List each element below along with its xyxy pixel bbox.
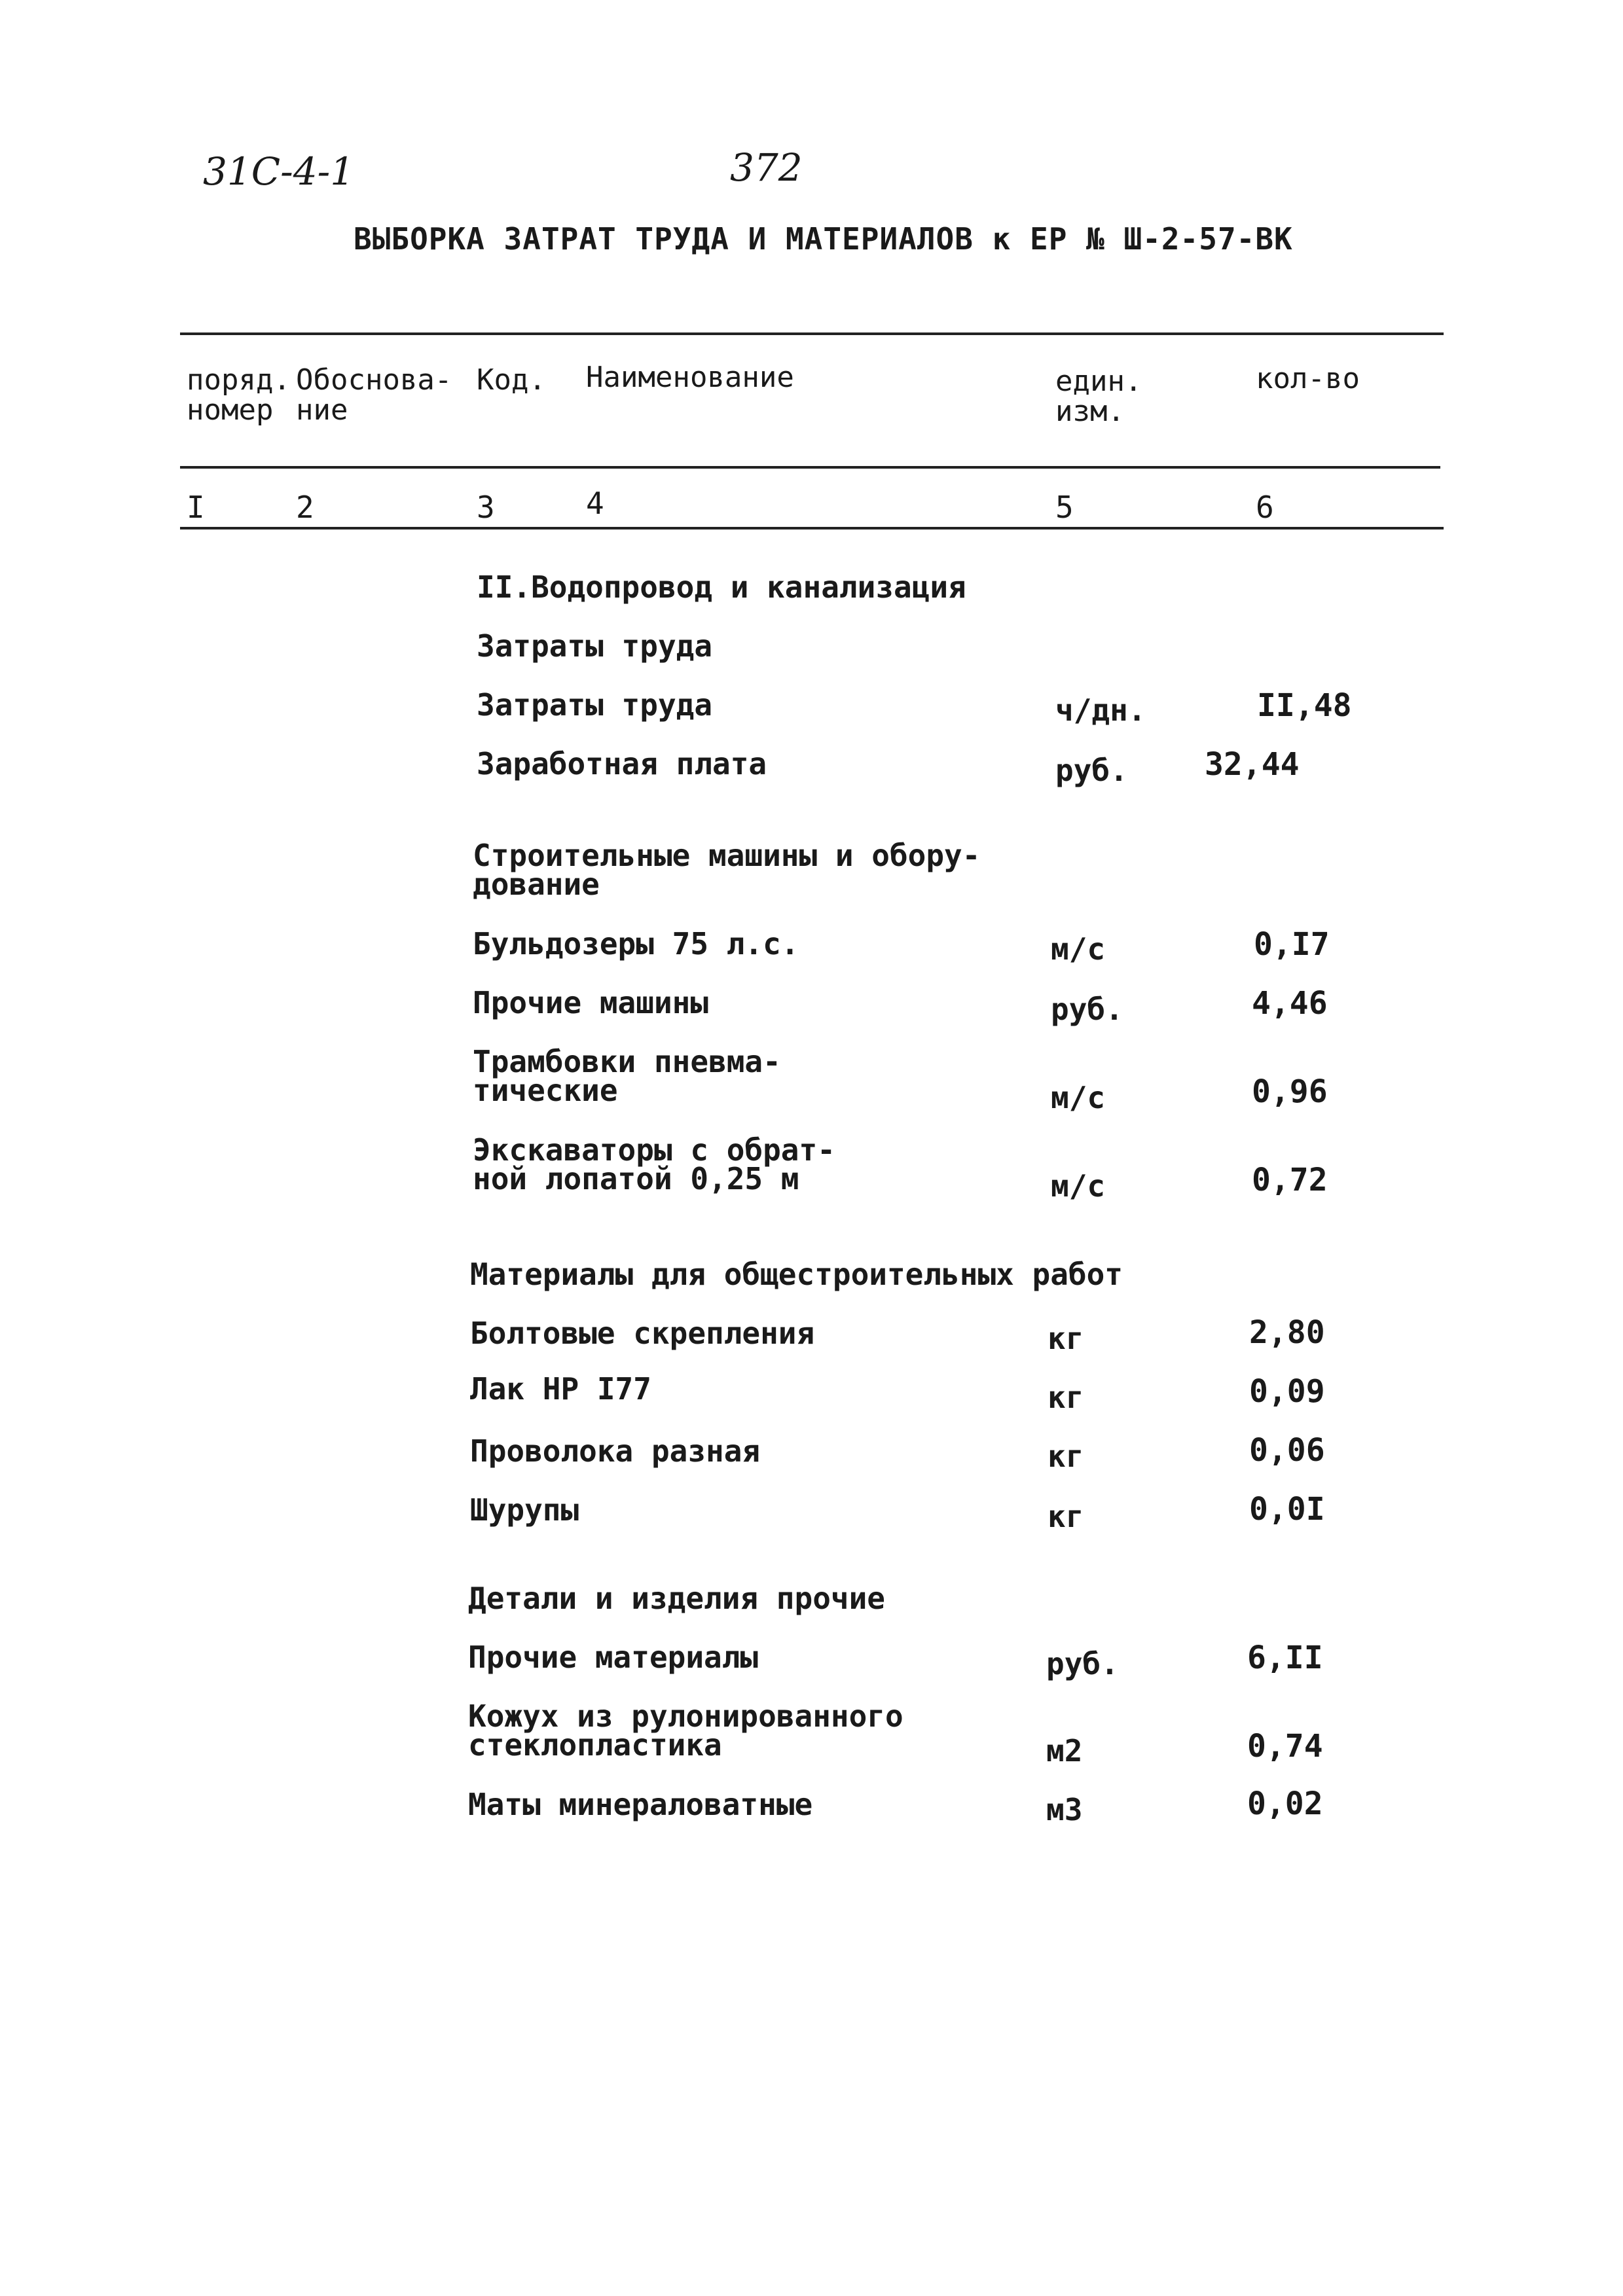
list-item-quantity: 2,80 [1249,1314,1325,1351]
list-item-unit: м/с [1051,1168,1106,1204]
list-item-name: Заработная плата [477,746,767,781]
list-item-quantity: 0,72 [1252,1162,1328,1198]
list-item-unit: кг [1048,1499,1084,1534]
section-details: Детали и изделия прочие [468,1581,885,1616]
header-quantity: кол-во [1256,362,1360,395]
list-item-unit: ч/дн. [1055,692,1146,728]
col-number-1: I [187,490,205,525]
list-item-unit: кг [1048,1321,1084,1356]
list-item-unit: руб. [1051,992,1123,1027]
section-labor: Затраты труда [477,628,713,664]
col-number-5: 5 [1055,490,1074,525]
list-item-quantity: 0,74 [1247,1728,1323,1765]
header-bottom-rule [180,466,1440,469]
list-item-quantity: II,48 [1257,687,1352,724]
section-materials: Материалы для общестроительных работ [470,1257,1123,1292]
list-item-name: Проволока разная [470,1433,761,1469]
list-item-quantity: 0,0I [1249,1491,1325,1528]
list-item-name: Экскаваторы с обрат- ной лопатой 0,25 м [473,1132,835,1196]
list-item-unit: м3 [1046,1792,1083,1827]
section-machines: Строительные машины и обору- дование [473,838,981,902]
list-item-quantity: 0,09 [1249,1373,1325,1410]
list-item-name: Болтовые скрепления [470,1316,815,1351]
header-order-number: поряд. номер [187,363,291,427]
list-item-name: Шурупы [470,1492,579,1528]
list-item-unit: м/с [1051,931,1106,967]
list-item-quantity: 32,44 [1205,746,1300,783]
document-title: ВЫБОРКА ЗАТРАТ ТРУДА И МАТЕРИАЛОВ к ЕР № Ш-2-57-ВК [354,221,1293,257]
list-item-name: Прочие машины [473,985,709,1020]
list-item-unit: кг [1048,1439,1084,1474]
col-number-6: 6 [1256,490,1274,525]
col-number-4: 4 [586,486,604,521]
list-item-unit: кг [1048,1380,1084,1415]
numbers-bottom-rule [180,527,1444,529]
col-number-2: 2 [296,490,314,525]
list-item-unit: руб. [1055,753,1128,788]
list-item-unit: руб. [1046,1646,1119,1681]
list-item-name: Бульдозеры 75 л.с. [473,926,799,961]
page-number: 372 [730,145,803,190]
list-item-quantity: 6,II [1247,1640,1323,1676]
header-justification: Обоснова- ние [296,363,452,427]
list-item-unit: м2 [1046,1733,1083,1768]
list-item-quantity: 0,06 [1249,1432,1325,1469]
col-number-3: 3 [477,490,495,525]
header-code: Код. [477,363,546,397]
list-item-name: Трамбовки пневма- тические [473,1044,781,1108]
list-item-name: Маты минераловатные [468,1787,813,1822]
list-item-name: Лак НР I77 [470,1371,651,1407]
header-name: Наименование [586,361,794,394]
section-water-supply: II.Водопровод и канализация [477,569,966,605]
document-code: 31С-4-1 [203,149,355,194]
list-item-quantity: 4,46 [1252,985,1328,1022]
list-item-name: Кожух из рулонированного стеклопластика [468,1698,903,1763]
header-unit: един. изм. [1055,365,1142,428]
table-top-rule [180,332,1444,335]
list-item-unit: м/с [1051,1080,1106,1115]
list-item-quantity: 0,02 [1247,1785,1323,1822]
list-item-name: Прочие материалы [468,1640,759,1675]
list-item-quantity: 0,I7 [1254,926,1330,963]
list-item-quantity: 0,96 [1252,1073,1328,1110]
list-item-name: Затраты труда [477,687,713,723]
